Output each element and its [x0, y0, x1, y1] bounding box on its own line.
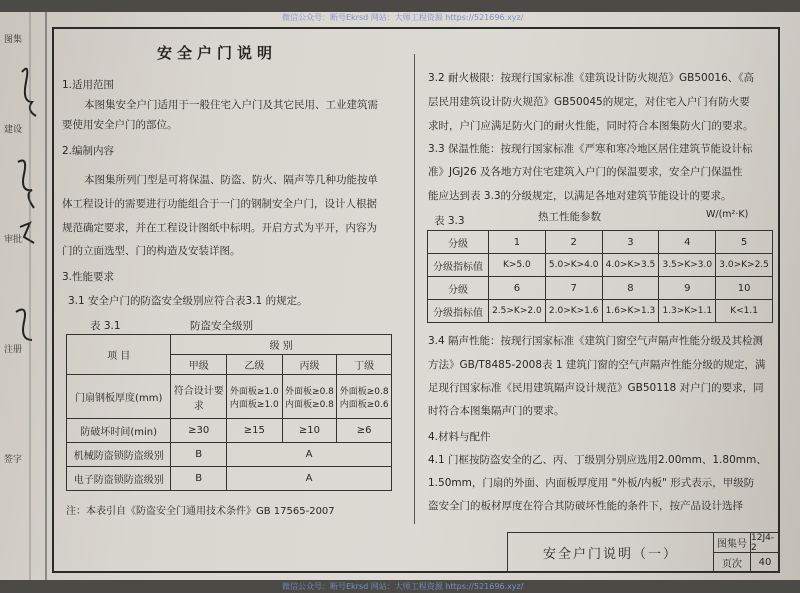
- strip-label-3: 审批: [4, 235, 23, 245]
- section-3-4-line-4: 时符合本图集隔声门的要求。: [428, 405, 565, 417]
- thermal-grade-5: 5: [716, 231, 773, 254]
- thermal-row3-head: 分级: [428, 277, 489, 300]
- thermal-grade-1: 1: [489, 231, 546, 254]
- table-3-1-title: 防盗安全级别: [190, 320, 253, 332]
- strip-label-1: 图集: [4, 35, 23, 45]
- section-3-3-line-1: 3.3 保温性能：按现行国家标准《严寒和寒冷地区居住建筑节能设计标: [428, 143, 753, 155]
- section-3-4-line-3: 足现行国家标准《民用建筑隔声设计规范》GB50118 对户门的要求，同: [428, 382, 764, 394]
- table-3-3-label: 表 3.3: [434, 215, 465, 227]
- title-block-name: 安全户门说明（一）: [507, 532, 714, 573]
- section-3-4-line-2: 方法》GB/T8485-2008表 1 建筑门窗的空气声隔声性能分级的规定，满: [428, 359, 766, 371]
- thermal-row4-head: 分级指标值: [428, 300, 489, 323]
- row-elec-lock-label: 电子防盗锁防盗级别: [67, 467, 171, 491]
- atlas-number-label: 图集号: [713, 532, 751, 553]
- section-3-2-line-2: 层民用建筑设计防火规范》GB50045的规定，对住宅入户门有防火要: [428, 96, 750, 108]
- section-3-2-line-1: 3.2 耐火极限：按现行国家标准《建筑设计防火规范》GB50016、《高: [428, 72, 755, 84]
- section-4-1-line-2: 1.50mm，门扇的外面、内面板厚度用 "外板/内板" 形式表示，甲级防: [428, 477, 755, 489]
- section-4-1-line-3: 盗安全门的板材厚度在符合其防破坏性能的条件下，按产品设计选择: [428, 500, 743, 512]
- section-2-line-4: 门的立面选型、门的构造及安装详图。: [62, 245, 241, 257]
- section-3-1-text: 3.1 安全户门的防盗安全级别应符合表3.1 的规定。: [68, 295, 308, 307]
- grade-a-header: 甲级: [171, 355, 227, 375]
- section-1-line-2: 要使用安全户门的部位。: [62, 119, 178, 131]
- row-plate-thickness-a: 符合设计要求: [171, 375, 227, 419]
- signature-scribbles: [0, 12, 48, 580]
- thermal-k-5: 3.0>K>2.5: [716, 254, 773, 277]
- left-binding-strip: [0, 12, 48, 580]
- thermal-k-10: K<1.1: [716, 300, 773, 323]
- thermal-row2-head: 分级指标值: [428, 254, 489, 277]
- row-elec-lock-a: B: [171, 467, 227, 491]
- row-break-time-a: ≥30: [171, 419, 227, 443]
- section-1-heading: 1.适用范围: [62, 79, 115, 91]
- table-3-3-unit: W/(m²·K): [706, 209, 749, 220]
- page-number-value: 40: [750, 552, 780, 573]
- thermal-k-9: 1.3>K>1.1: [659, 300, 716, 323]
- section-4-1-line-1: 4.1 门框按防盗安全的乙、丙、丁级别分别应选用2.00mm、1.80mm、: [428, 454, 767, 466]
- thermal-grade-4: 4: [659, 231, 716, 254]
- strip-label-2: 建设: [4, 125, 23, 135]
- grade-b-header: 乙级: [227, 355, 283, 375]
- column-divider: [414, 54, 415, 524]
- thermal-row1-head: 分级: [428, 231, 489, 254]
- thermal-k-2: 5.0>K>4.0: [545, 254, 602, 277]
- row-break-time-d: ≥6: [337, 419, 392, 443]
- table-3-3-title: 热工性能参数: [538, 211, 601, 223]
- thermal-k-7: 2.0>K>1.6: [545, 300, 602, 323]
- thermal-performance-table: [427, 230, 773, 323]
- row-mech-lock-a: B: [171, 443, 227, 467]
- row-plate-thickness-c: 外面板≥0.8 内面板≥0.8: [282, 375, 337, 419]
- section-2-heading: 2.编制内容: [62, 145, 115, 157]
- thermal-grade-7: 7: [545, 277, 602, 300]
- thermal-k-6: 2.5>K>2.0: [489, 300, 546, 323]
- section-3-3-line-3: 能应达到表 3.3的分级规定，以满足各地对建筑节能设计的要求。: [428, 190, 732, 202]
- row-break-time-c: ≥10: [282, 419, 337, 443]
- section-2-line-3: 规范确定要求，并在工程设计图纸中标明。开启方式为平开，内容为: [62, 222, 377, 234]
- page-title: 安全户门说明: [157, 44, 278, 62]
- strip-label-4: 注册: [4, 345, 23, 355]
- security-grade-table: [66, 334, 392, 491]
- page-number-label: 页次: [713, 552, 751, 573]
- section-3-4-line-1: 3.4 隔声性能：按现行国家标准《建筑门窗空气声隔声性能分级及其检测: [428, 335, 764, 347]
- section-3-heading: 3.性能要求: [62, 271, 115, 283]
- thermal-k-3: 4.0>K>3.5: [602, 254, 659, 277]
- section-1-line-1: 本图集安全户门适用于一般住宅入户门及其它民用、工业建筑需: [84, 99, 378, 111]
- bottom-watermark: 微信公众号：断号Ekrsd 网站：大师工程资源 https://521696.xyz/: [282, 582, 524, 591]
- row-plate-thickness-d: 外面板≥0.8 内面板≥0.6: [337, 375, 392, 419]
- thermal-k-1: K>5.0: [489, 254, 546, 277]
- grade-d-header: 丁级: [337, 355, 392, 375]
- thermal-grade-2: 2: [545, 231, 602, 254]
- top-watermark: 微信公众号：断号Ekrsd 网站：大师工程资源 https://521696.xyz/: [282, 13, 524, 22]
- table-3-1-note: 注：本表引自《防盗安全门通用技术条件》GB 17565-2007: [66, 506, 335, 517]
- row-break-time-label: 防破坏时间(min): [67, 419, 171, 443]
- thermal-grade-10: 10: [716, 277, 773, 300]
- thermal-grade-6: 6: [489, 277, 546, 300]
- title-block: [507, 532, 780, 573]
- thermal-grade-3: 3: [602, 231, 659, 254]
- row-break-time-b: ≥15: [227, 419, 283, 443]
- grade-c-header: 丙级: [282, 355, 337, 375]
- top-dark-border: [0, 0, 800, 12]
- section-2-line-2: 体工程设计的需要进行功能组合于一门的钢制安全户门，设计人根据: [62, 198, 377, 210]
- row-mech-lock-label: 机械防盗锁防盗级别: [67, 443, 171, 467]
- thermal-grade-9: 9: [659, 277, 716, 300]
- section-4-heading: 4.材料与配件: [428, 431, 491, 443]
- table-header-item: 项 目: [67, 335, 171, 375]
- thermal-k-4: 3.5>K>3.0: [659, 254, 716, 277]
- section-3-2-line-3: 求时，户门应满足防火门的耐火性能，同时符合本图集防火门的要求。: [428, 120, 754, 132]
- section-2-line-1: 本图集所列门型是可将保温、防盗、防火、隔声等几种功能按单: [84, 174, 378, 186]
- row-plate-thickness-label: 门扇钢板厚度(mm): [67, 375, 171, 419]
- table-3-1-label: 表 3.1: [90, 320, 121, 332]
- row-mech-lock-bcd: A: [227, 443, 392, 467]
- section-3-3-line-2: 准》JGJ26 及各地方对住宅建筑入户门的保温要求，安全户门保温性: [428, 166, 743, 178]
- thermal-grade-8: 8: [602, 277, 659, 300]
- thermal-k-8: 1.6>K>1.3: [602, 300, 659, 323]
- row-elec-lock-bcd: A: [227, 467, 392, 491]
- table-header-grade: 级 别: [171, 335, 392, 355]
- strip-label-5: 签字: [4, 455, 23, 465]
- row-plate-thickness-b: 外面板≥1.0 内面板≥1.0: [227, 375, 283, 419]
- atlas-number-value: 12J4-2: [750, 532, 780, 553]
